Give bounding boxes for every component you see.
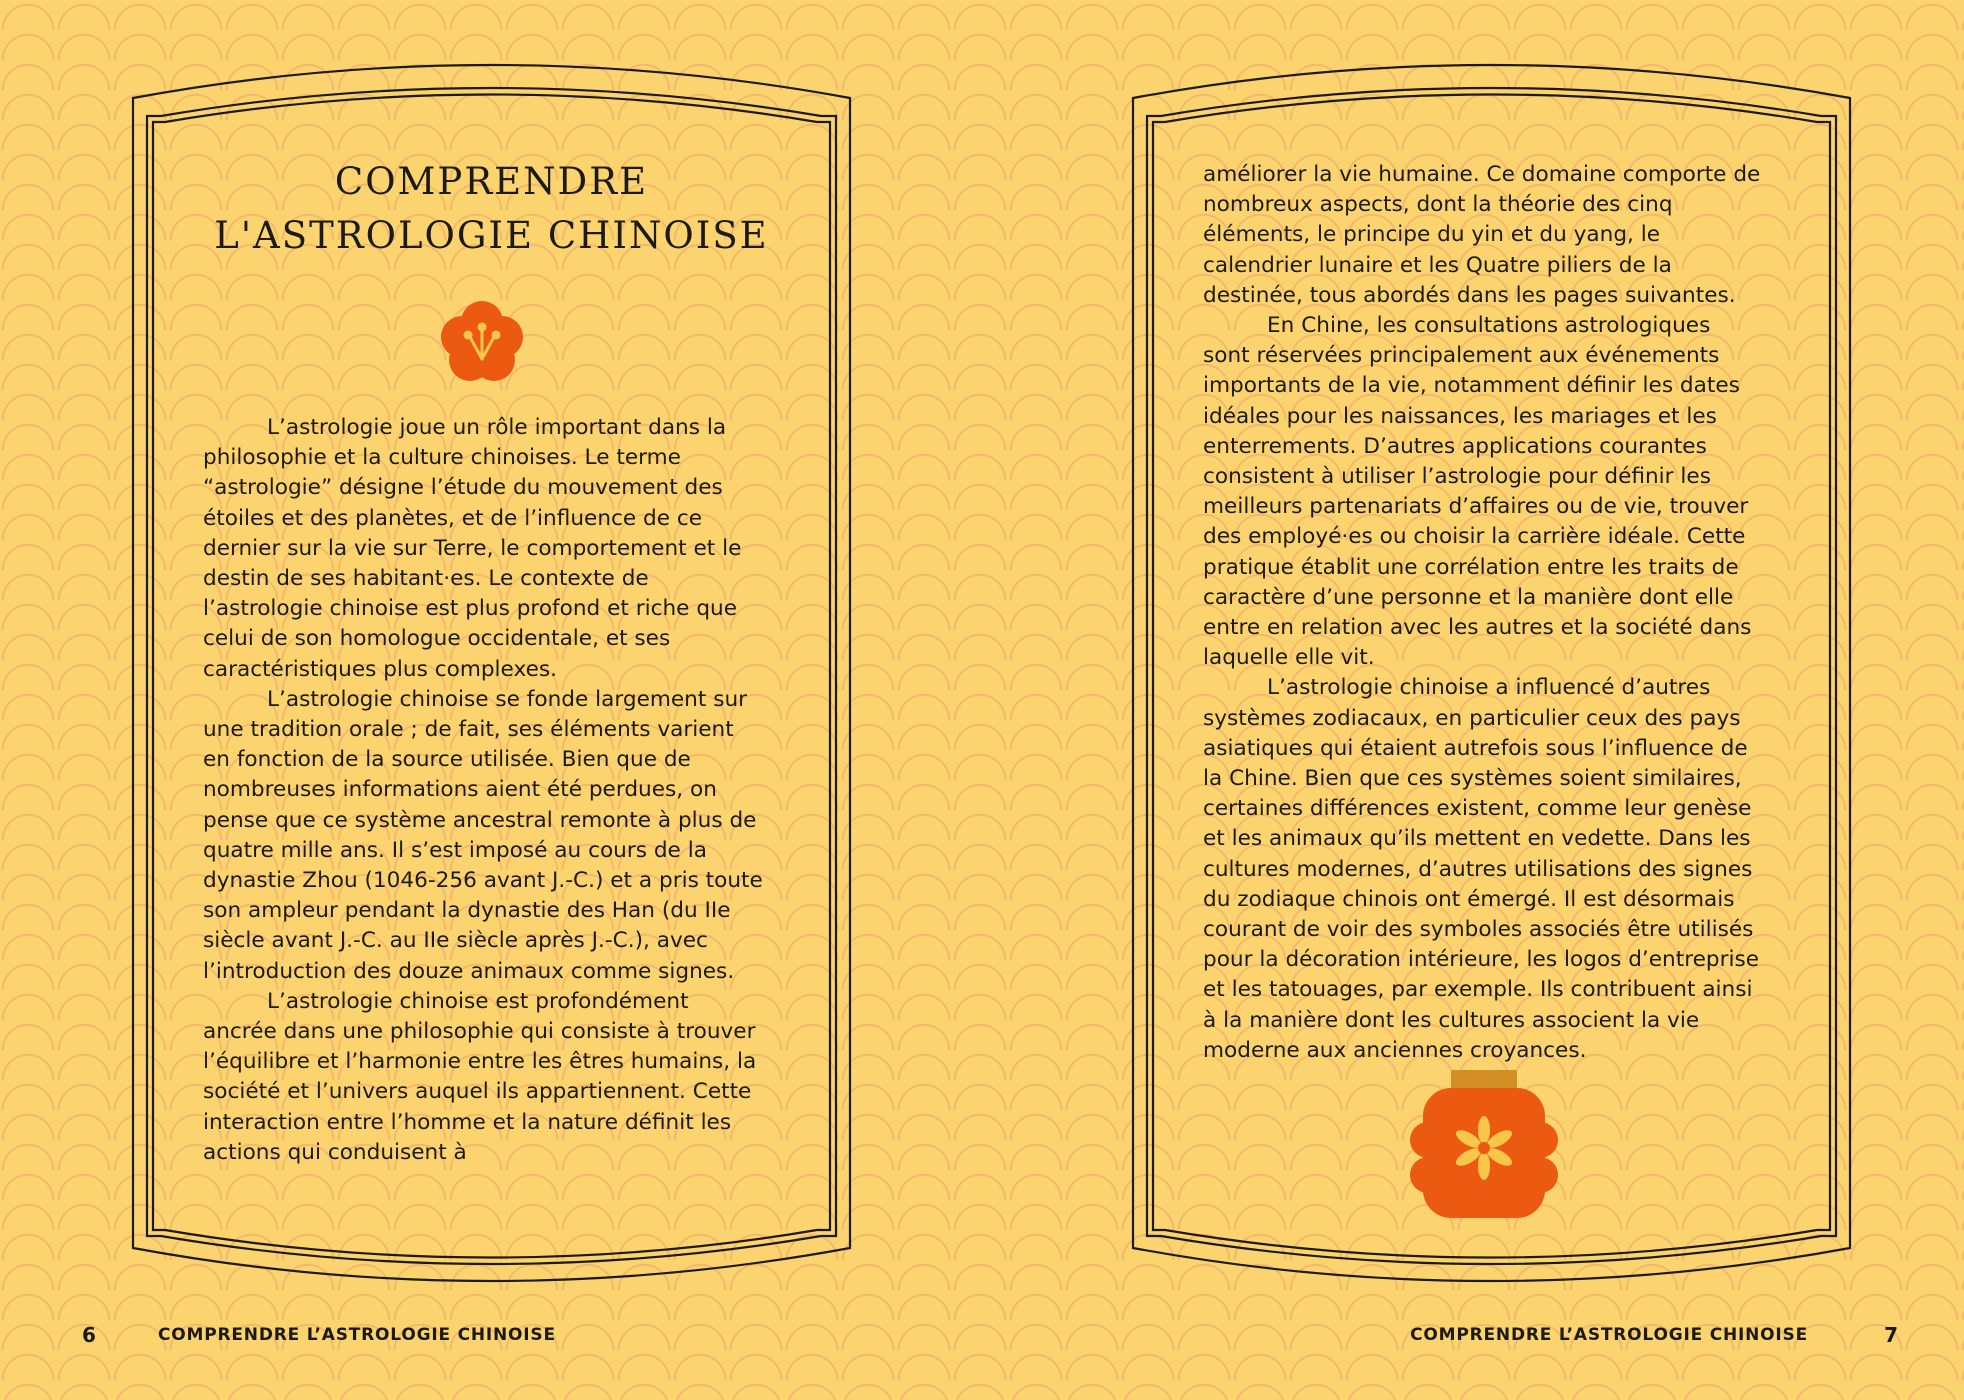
page-title (133, 155, 850, 263)
right-page-number: 7 (1884, 1323, 1898, 1347)
title-line-1: COMPRENDRE (334, 160, 649, 203)
right-running-head: COMPRENDRE L’ASTROLOGIE CHINOISE (1410, 1325, 1808, 1345)
right-paragraph-3: L’astrologie chinoise a influencé d’autres systèmes zodiacaux, en particulier ceux des pays asiatiques qui étaient autrefois sous l’influence de la Chine. Bien que ces systèmes soient similaires, certaines différences existent, comme leur genèse et les animaux qu’ils mettent en vedette. Dans les cultures modernes, d’autres utilisations des signes du zodiaque chinois ont émergé. Il est désormais courant de voir des symboles associés être utilisés pour la décoration intérieure, les logos d’entreprise et les tatouages, par exemple. Ils contribuent ainsi à la manière dont les cultures associent la vie moderne aux anciennes croyances. (1203, 675, 1760, 1063)
right-page-body (1203, 160, 1763, 1066)
title-line-2: L'ASTROLOGIE CHINOISE (214, 214, 769, 257)
left-paragraph-3: L’astrologie chinoise est profondément ancrée dans une philosophie qui consiste à trouver l’équilibre et l’harmonie entre les êtres humains, la société et l’univers auquel ils appartiennent. Cette interaction entre l’homme et la nature définit les actions qui conduisent à (203, 988, 757, 1165)
left-paragraph-1: L’astrologie joue un rôle important dans la philosophie et la culture chinoises. Le terme “astrologie” désigne l’étude du mouvement des étoiles et des planètes, et de l’influence de ce dernier sur la vie sur Terre, le comportement et le destin de ses habitant·es. Le contexte de l’astrologie chinoise est plus profond et riche que celui de son homologue occidentale, et ses caractéristiques plus complexes. (203, 415, 742, 682)
right-paragraph-1: améliorer la vie humaine. Ce domaine comporte de nombreux aspects, dont la théorie des cinq éléments, le principe du yin et du yang, le calendrier lunaire et les Quatre piliers de la destinée, tous abordés dans les pages suivantes. (1203, 162, 1761, 308)
left-running-head: COMPRENDRE L’ASTROLOGIE CHINOISE (158, 1325, 556, 1345)
lantern-icon (1410, 1070, 1558, 1218)
left-paragraph-2: L’astrologie chinoise se fonde largement sur une tradition orale ; de fait, ses éléments varient en fonction de la source utilisée. Bien que de nombreuses informations aient été perdues, on pense que ce système ancestral remonte à plus de quatre mille ans. Il s’est imposé au cours de la dynastie Zhou (1046-256 avant J.-C.) et a pris toute son ampleur pendant la dynastie des Han (du IIe siècle avant J.-C. au IIe siècle après J.-C.), avec l’introduction des douze animaux comme signes. (203, 686, 763, 984)
plum-blossom-icon (441, 301, 523, 381)
left-page-body (203, 413, 763, 1168)
right-paragraph-2: En Chine, les consultations astrologiques sont réservées principalement aux événements importants de la vie, notamment définir les dates idéales pour les naissances, les mariages et les enterrements. D’autres applications courantes consistent à utiliser l’astrologie pour définir les meilleurs partenariats d’affaires ou de vie, trouver des employé·es ou choisir la carrière idéale. Cette pratique établit une corrélation entre les traits de caractère d’une personne et la manière dont elle entre en relation avec les autres et la société dans laquelle elle vit. (1203, 313, 1752, 671)
left-page-number: 6 (82, 1323, 96, 1347)
